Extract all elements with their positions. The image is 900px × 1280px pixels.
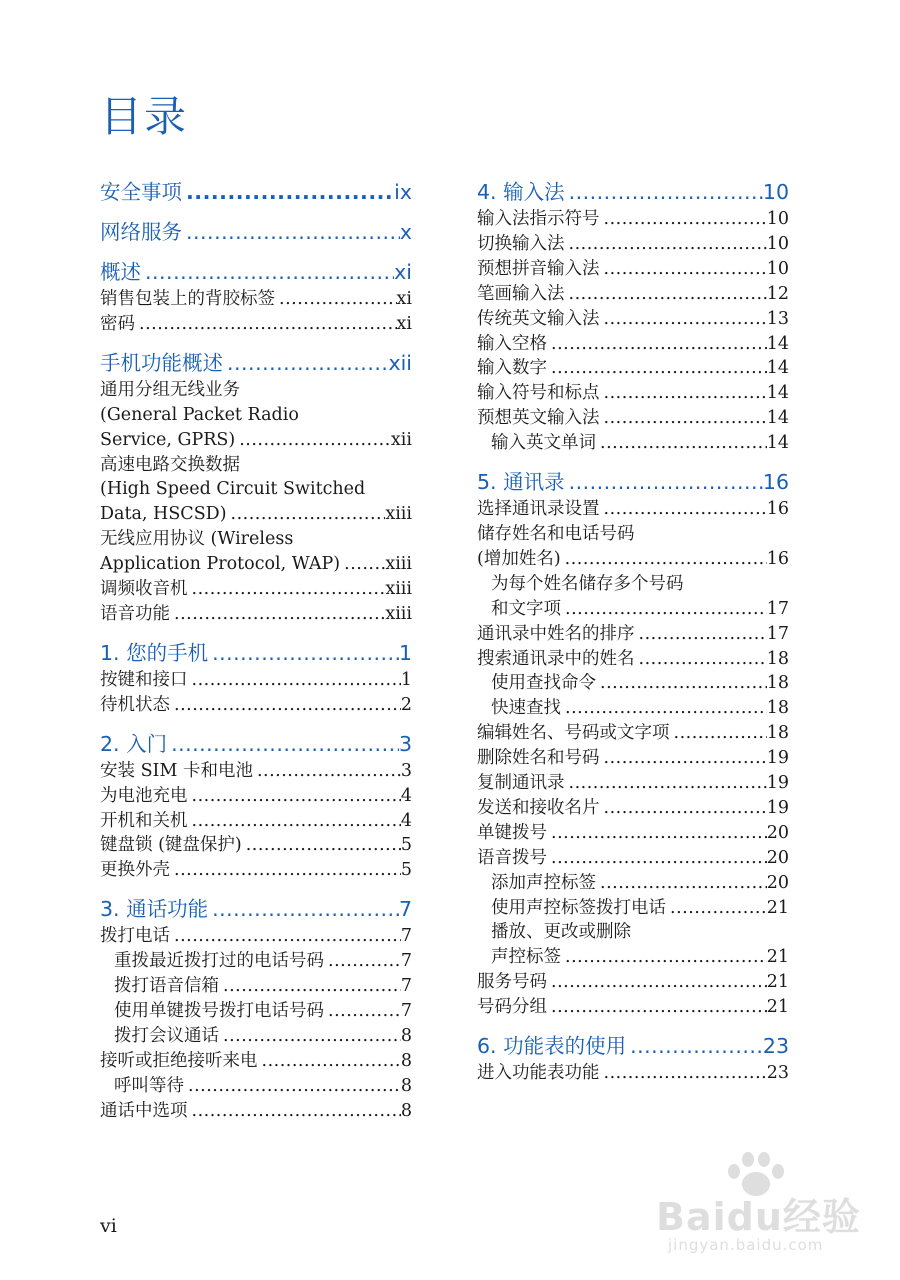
toc-entry-label: 单键拨号 [477,822,547,843]
toc-entry-label: 服务号码 [477,972,547,993]
watermark-brand: Baidu经验 [656,1195,861,1239]
dot-leader [600,381,767,406]
toc-entry-label: 号码分组 [477,997,547,1018]
toc-entry-label: 语音功能 [100,603,170,624]
dot-leader [324,949,401,974]
toc-entry-label: 开机和关机 [100,810,188,831]
toc-page-number: 4 [400,810,412,831]
dot-leader [600,257,767,282]
page-number: vi [100,1215,117,1237]
toc-entry [100,1024,412,1049]
toc-entry-label: 复制通讯录 [477,773,565,794]
toc-page-number: 16 [766,548,789,569]
dot-leader [635,647,767,672]
toc-page-number: 8 [400,1100,412,1121]
dot-leader [275,287,397,312]
toc-entry-label: Application Protocol, WAP) [100,554,341,575]
dot-leader [565,282,767,307]
baidu-watermark [650,1150,870,1260]
toc-page-number: xi [396,313,412,334]
toc-line: (High Speed Circuit Switched [100,479,366,500]
toc-entry-label: 键盘锁 (键盘保护) [100,835,242,856]
toc-entry-label: 输入符号和标点 [477,383,600,404]
toc-entry-label: 5. 通讯录 [477,470,565,495]
toc-entry-label: 使用声控标签拨打电话 [491,897,666,918]
dot-leader [219,1024,401,1049]
dot-leader [600,406,767,431]
watermark-url: jingyan.baidu.com [668,1236,824,1254]
toc-entry [477,995,789,1020]
toc-entry-label: 待机状态 [100,694,170,715]
toc-entry [477,796,789,821]
toc-page-number: xiii [385,554,412,575]
toc-line: 储存姓名和电话号码 [477,523,635,544]
toc-section-heading [100,218,412,246]
toc-page-number: 5 [400,835,412,856]
toc-page-number: 4 [400,785,412,806]
toc-entry-label: 重拨最近拨打过的电话号码 [114,951,324,972]
toc-page-number: 3 [400,760,412,781]
dot-leader [565,232,767,257]
toc-page-number: xii [388,350,412,375]
toc-entry-label: 传统英文输入法 [477,308,600,329]
dot-leader [208,639,399,667]
toc-page-number: 20 [766,822,789,843]
dot-leader [596,671,767,696]
toc-page-number: 3 [398,731,412,756]
toc-entry-label: 按键和接口 [100,669,188,690]
toc-page-number: 16 [766,499,789,520]
toc-page-number: 17 [766,598,789,619]
toc-entry [477,547,789,572]
dot-leader [547,332,767,357]
toc-entry [477,332,789,357]
toc-section-heading [100,178,412,206]
toc-entry [100,668,412,693]
toc-entry [100,1074,412,1099]
toc-entry [477,647,789,672]
toc-entry-label: 搜索通讯录中的姓名 [477,648,635,669]
toc-line: 通用分组无线业务 [100,379,240,400]
toc-entry-label: 安装 SIM 卡和电池 [100,760,253,781]
dot-leader [235,428,391,453]
toc-page-number: 14 [766,433,789,454]
toc-entry-label: 3. 通话功能 [100,897,209,922]
toc-entry-label: 编辑姓名、号码或文字项 [477,723,670,744]
toc-entry [477,307,789,332]
toc-page-number: xi [396,289,412,309]
toc-entry [100,577,412,602]
toc-entry-label: 密码 [100,313,135,334]
dot-leader [141,258,394,286]
dot-leader [182,178,394,206]
dot-leader [184,1074,401,1099]
toc-entry-label: 选择通讯录设置 [477,499,600,520]
toc-page-number: 10 [766,209,789,229]
toc-entry-label: 输入法指示符号 [477,209,600,229]
dot-leader [635,622,767,647]
toc-page-number: 1 [400,669,412,690]
toc-entry [100,924,412,949]
toc-section-heading [100,349,412,377]
dot-leader [219,974,401,999]
toc-page-number: 1 [398,640,412,665]
toc-entry-label: 发送和接收名片 [477,797,600,818]
toc-entry [477,746,789,771]
toc-page-number: xiii [385,603,412,624]
toc-entry [477,771,789,796]
toc-entry-label: Service, GPRS) [100,429,236,450]
toc-entry [477,356,789,381]
toc-page-number: 7 [400,976,412,997]
toc-entry-label: Data, HSCSD) [100,504,227,525]
toc-page-number: 21 [766,947,789,968]
toc-entry-label: 拨打电话 [100,926,170,947]
toc-page-number: 14 [766,358,789,379]
toc-section-heading [100,639,412,667]
toc-page-number: 18 [766,698,789,719]
toc-entry-label: 笔画输入法 [477,283,565,304]
dot-leader [561,547,767,572]
toc-entry [100,1099,412,1124]
toc-entry [477,232,789,257]
dot-leader [188,1099,401,1124]
toc-entry-label: 安全事项 [100,180,182,204]
toc-entry [100,1049,412,1074]
toc-line: (General Packet Radio [100,404,299,425]
toc-entry [477,406,789,431]
toc-page-number: xiii [385,579,412,600]
toc-page-number: 20 [766,847,789,868]
toc-line: 无线应用协议 (Wireless [100,529,294,550]
dot-leader [547,821,767,846]
toc-entry [100,949,412,974]
dot-leader [561,597,767,622]
toc-entry-label: 1. 您的手机 [100,640,209,665]
dot-leader [600,497,767,522]
toc-page-number: 19 [766,773,789,794]
toc-page-number: 7 [400,926,412,947]
toc-entry [477,431,789,456]
toc-entry-label: (增加姓名) [477,548,561,569]
toc-entry-label: 输入空格 [477,333,547,354]
toc-entry [100,287,412,312]
toc-entry [100,784,412,809]
toc-entry-label: 预想拼音输入法 [477,258,600,279]
toc-page-number: 23 [762,1034,789,1059]
toc-line: 为每个姓名储存多个号码 [491,573,684,594]
toc-entry [477,1061,789,1086]
toc-entry [477,207,789,232]
toc-entry [100,759,412,784]
dot-leader [182,218,400,246]
toc-entry [477,721,789,746]
toc-entry-label: 接听或拒绝接听来电 [100,1050,258,1071]
toc-entry-label: 6. 功能表的使用 [477,1034,627,1059]
toc-entry-label: 输入英文单词 [491,433,596,454]
toc-entry [100,809,412,834]
toc-entry-label: 手机功能概述 [100,350,223,375]
toc-page-number: 20 [766,872,789,893]
dot-leader [170,693,401,718]
toc-entry [477,871,789,896]
toc-page-number: 16 [762,470,789,495]
toc-entry [100,833,412,858]
dot-leader [253,759,401,784]
dot-leader [188,809,401,834]
toc-entry-label: 拨打会议通话 [114,1025,219,1046]
toc-page-number: 8 [400,1050,412,1071]
toc-page-number: 5 [400,860,412,881]
dot-leader [340,552,385,577]
dot-leader [600,207,767,232]
dot-leader [324,999,401,1024]
toc-entry-label: 添加声控标签 [491,872,596,893]
toc-page-number: 7 [400,1000,412,1021]
toc-entry [477,282,789,307]
toc-page-number: 7 [398,897,412,922]
toc-entry [477,896,789,921]
toc-entry-label: 呼叫等待 [114,1075,184,1096]
toc-entry [100,552,412,577]
dot-leader [600,307,767,332]
toc-page-number: 12 [766,283,789,304]
toc-entry-label: 删除姓名和号码 [477,748,600,769]
toc-entry [477,970,789,995]
toc-entry [477,597,789,622]
toc-entry [100,858,412,883]
toc-page-number: 18 [766,723,789,744]
dot-leader [626,1032,763,1060]
toc-page-number: 10 [766,233,789,254]
toc-section-heading [477,468,789,496]
toc-entry [477,821,789,846]
toc-entry-label: 预想英文输入法 [477,408,600,429]
toc-entry [100,602,412,627]
toc-entry [100,312,412,337]
toc-line: 播放、更改或删除 [491,922,631,943]
dot-leader [170,924,401,949]
toc-page-number: 14 [766,333,789,354]
toc-entry-label: 2. 入门 [100,731,168,756]
toc-entry-label: 声控标签 [491,947,561,968]
toc-page-number: xii [390,429,412,450]
toc-page-number: 18 [766,648,789,669]
toc-entry-label: 拨打语音信箱 [114,976,219,997]
toc-entry-label: 销售包装上的背胶标签 [100,289,275,309]
toc-page-number: 7 [400,951,412,972]
toc-page-number: 21 [766,972,789,993]
dot-leader [670,721,767,746]
toc-entry [477,846,789,871]
toc-section-heading [477,178,789,206]
toc-entry [477,381,789,406]
toc-entry-label: 4. 输入法 [477,180,565,204]
dot-leader [188,577,386,602]
toc-entry-label: 使用查找命令 [491,673,596,694]
toc-entry-label: 切换输入法 [477,233,565,254]
dot-leader [170,602,385,627]
toc-entry [477,696,789,721]
toc-entry [477,257,789,282]
dot-leader [170,858,401,883]
toc-entry-label: 使用单键拨号拨打电话号码 [114,1000,324,1021]
toc-page-number: 19 [766,748,789,769]
toc-entry-label: 快速查找 [491,698,561,719]
toc-entry-label: 通话中选项 [100,1100,188,1121]
toc-section-heading [477,1032,789,1060]
toc-section-heading [100,258,412,286]
toc-entry [100,974,412,999]
toc-page-number: 13 [766,308,789,329]
dot-leader [188,668,401,693]
toc-page-number: 21 [766,997,789,1018]
toc-entry-label: 为电池充电 [100,785,188,806]
toc-entry-label: 通讯录中姓名的排序 [477,623,635,644]
toc-entry [477,671,789,696]
dot-leader [258,1049,401,1074]
toc-entry-label: 更换外壳 [100,860,170,881]
dot-leader [208,895,399,923]
toc-entry-label: 概述 [100,260,141,284]
dot-leader [596,431,767,456]
toc-page-number: 10 [762,180,789,204]
dot-leader [227,502,386,527]
toc-page-number: xiii [385,504,412,525]
dot-leader [561,945,767,970]
toc-entry-label: 进入功能表功能 [477,1063,600,1084]
dot-leader [565,771,767,796]
toc-page-number: 2 [400,694,412,715]
toc-page-number: 14 [766,383,789,404]
toc-page-number: 21 [766,897,789,918]
toc-section-heading [100,895,412,923]
toc-entry [477,945,789,970]
dot-leader [188,784,401,809]
dot-leader [242,833,401,858]
dot-leader [547,995,767,1020]
toc-right-column [477,178,789,1086]
dot-leader [547,356,767,381]
dot-leader [666,896,767,921]
toc-page-number: 8 [400,1025,412,1046]
dot-leader [547,846,767,871]
toc-page-number: xi [394,260,412,284]
dot-leader [223,349,388,377]
toc-entry-label: 和文字项 [491,598,561,619]
dot-leader [600,1061,767,1086]
toc-entry [477,622,789,647]
toc-entry [477,497,789,522]
toc-line: 高速电路交换数据 [100,454,240,475]
dot-leader [596,871,767,896]
toc-entry-label: 网络服务 [100,220,182,244]
toc-page-number: 8 [400,1075,412,1096]
toc-section-heading [100,730,412,758]
dot-leader [565,178,763,206]
toc-entry-label: 语音拨号 [477,847,547,868]
dot-leader [600,796,767,821]
dot-leader [547,970,767,995]
toc-page-number: 19 [766,797,789,818]
toc-page-number: 10 [766,258,789,279]
dot-leader [561,696,767,721]
toc-entry [100,999,412,1024]
toc-left-column [100,178,412,1123]
toc-page-number: 17 [766,623,789,644]
page-title: 目录 [100,92,189,141]
toc-entry [100,428,412,453]
toc-page-number: x [399,220,412,244]
toc-entry-label: 输入数字 [477,358,547,379]
toc-page-number: ix [394,180,412,204]
toc-entry [100,693,412,718]
toc-page-number: 18 [766,673,789,694]
dot-leader [135,312,397,337]
dot-leader [167,730,399,758]
dot-leader [600,746,767,771]
dot-leader [565,468,763,496]
toc-page-number: 14 [766,408,789,429]
toc-entry [100,502,412,527]
toc-entry-label: 调频收音机 [100,579,188,600]
toc-page-number: 23 [766,1063,789,1084]
